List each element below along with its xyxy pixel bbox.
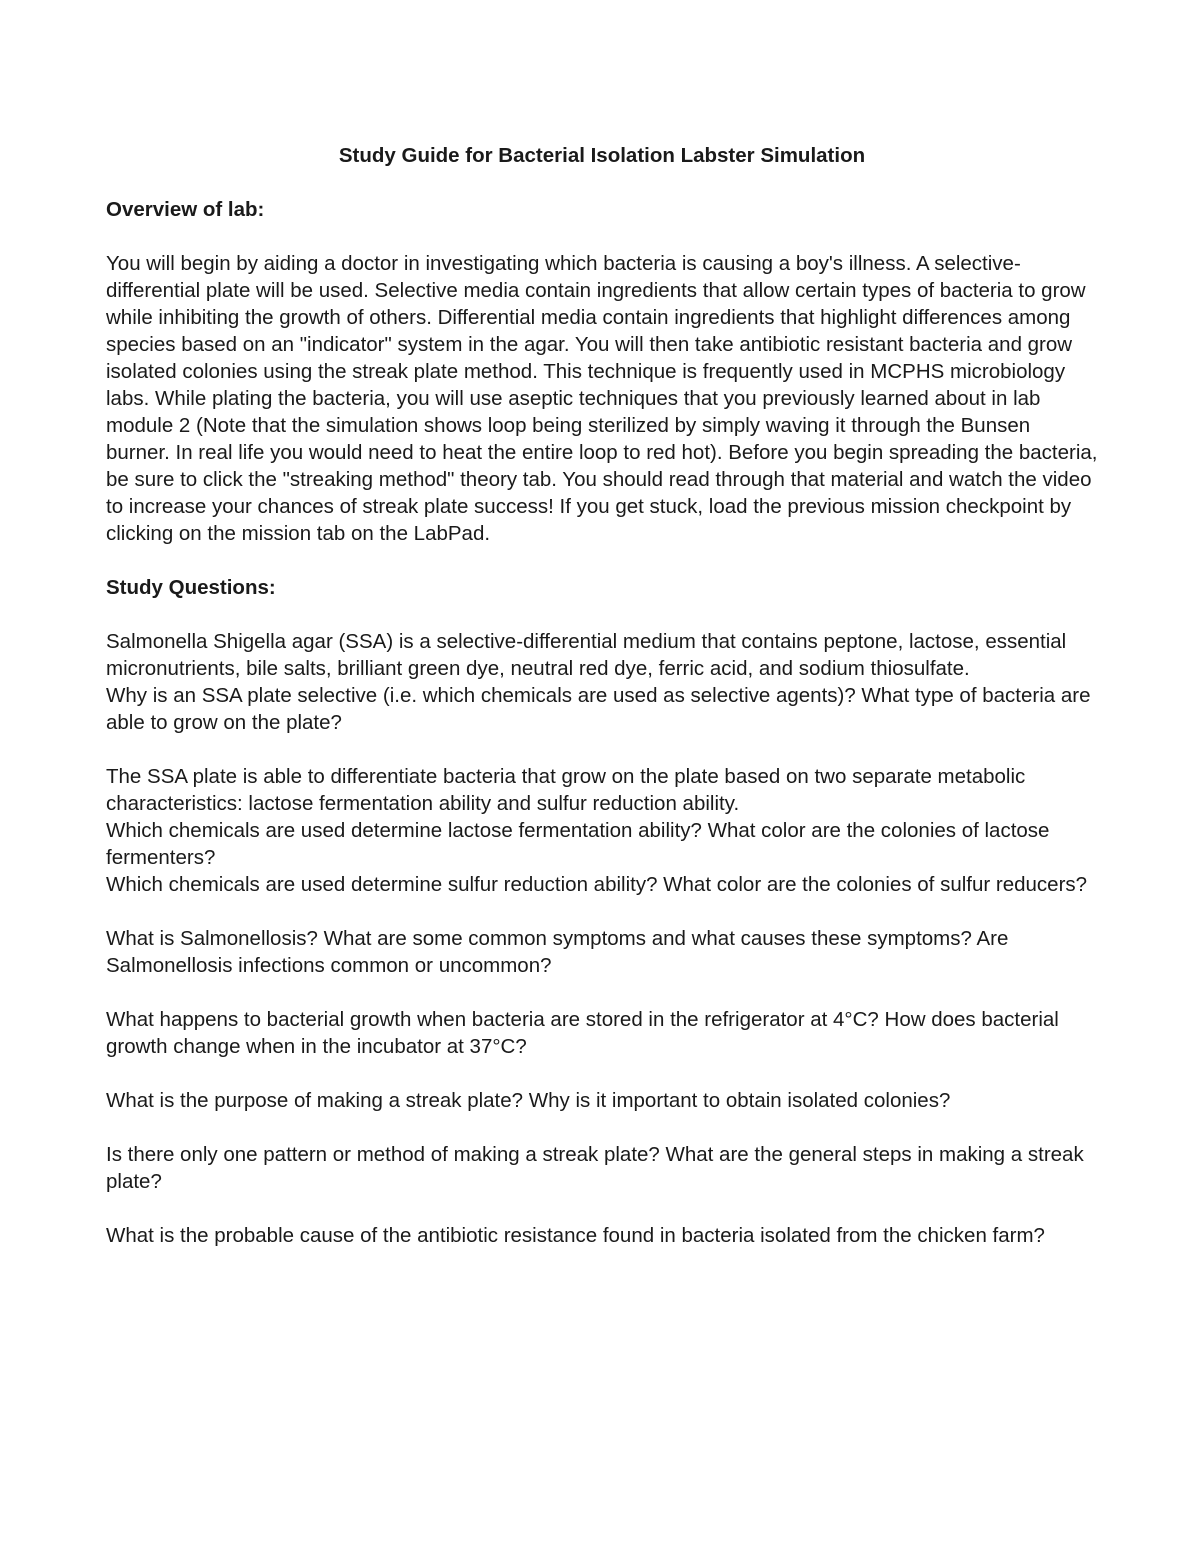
study-questions-heading: Study Questions: bbox=[106, 576, 276, 599]
document-title: Study Guide for Bacterial Isolation Labster Simulation bbox=[338, 144, 866, 167]
question-antibiotic-resistance: What is the probable cause of the antibiotic resistance found in bacteria isolated from the chicken farm? bbox=[106, 1224, 1045, 1247]
question-streak-purpose: What is the purpose of making a streak plate? Why is it important to obtain isolated colonies? bbox=[106, 1089, 951, 1112]
ssa-description: Salmonella Shigella agar (SSA) is a selective-differential medium that contains peptone, lactose, essential micronutrients, bile salts, brilliant green dye, neutral red dye, ferric acid, and sodium thiosulfate. bbox=[106, 630, 1067, 680]
overview-heading: Overview of lab: bbox=[106, 198, 265, 221]
question-salmonellosis: What is Salmonellosis? What are some common symptoms and what causes these symptoms? Are Salmonellosis infections common or uncommon? bbox=[106, 927, 1009, 977]
document-page bbox=[106, 142, 1098, 1249]
question-temperature: What happens to bacterial growth when bacteria are stored in the refrigerator at 4°C? How does bacterial growth change when in the incubator at 37°C? bbox=[106, 1008, 1059, 1058]
ssa-differential-description: The SSA plate is able to differentiate bacteria that grow on the plate based on two separate metabolic characteristics: lactose fermentation ability and sulfur reduction ability. bbox=[106, 765, 1026, 815]
question-streak-pattern: Is there only one pattern or method of making a streak plate? What are the general steps in making a streak plate? bbox=[106, 1143, 1084, 1193]
question-selective: Why is an SSA plate selective (i.e. which chemicals are used as selective agents)? What type of bacteria are able to grow on the plate? bbox=[106, 684, 1091, 734]
question-lactose: Which chemicals are used determine lactose fermentation ability? What color are the colonies of lactose fermenters? bbox=[106, 819, 1050, 869]
overview-paragraph: You will begin by aiding a doctor in investigating which bacteria is causing a boy's illness. A selective-differential plate will be used. Selective media contain ingredients that allow certain types of bacteria to grow while inhibiting the growth of others. Differential media contain ingredients that highlight differences among species based on an "indicator" system in the agar. You will then take antibiotic resistant bacteria and grow isolated colonies using the streak plate method. This technique is frequently used in MCPHS microbiology labs. While plating the bacteria, you will use aseptic techniques that you previously learned about in lab module 2 (Note that the simulation shows loop being sterilized by simply waving it through the Bunsen burner. In real life you would need to heat the entire loop to red hot). Before you begin spreading the bacteria, be sure to click the "streaking method" theory tab. You should read through that material and watch the video to increase your chances of streak plate success! If you get stuck, load the previous mission checkpoint by clicking on the mission tab on the LabPad. bbox=[106, 252, 1098, 545]
question-sulfur: Which chemicals are used determine sulfur reduction ability? What color are the colonies of sulfur reducers? bbox=[106, 873, 1088, 896]
